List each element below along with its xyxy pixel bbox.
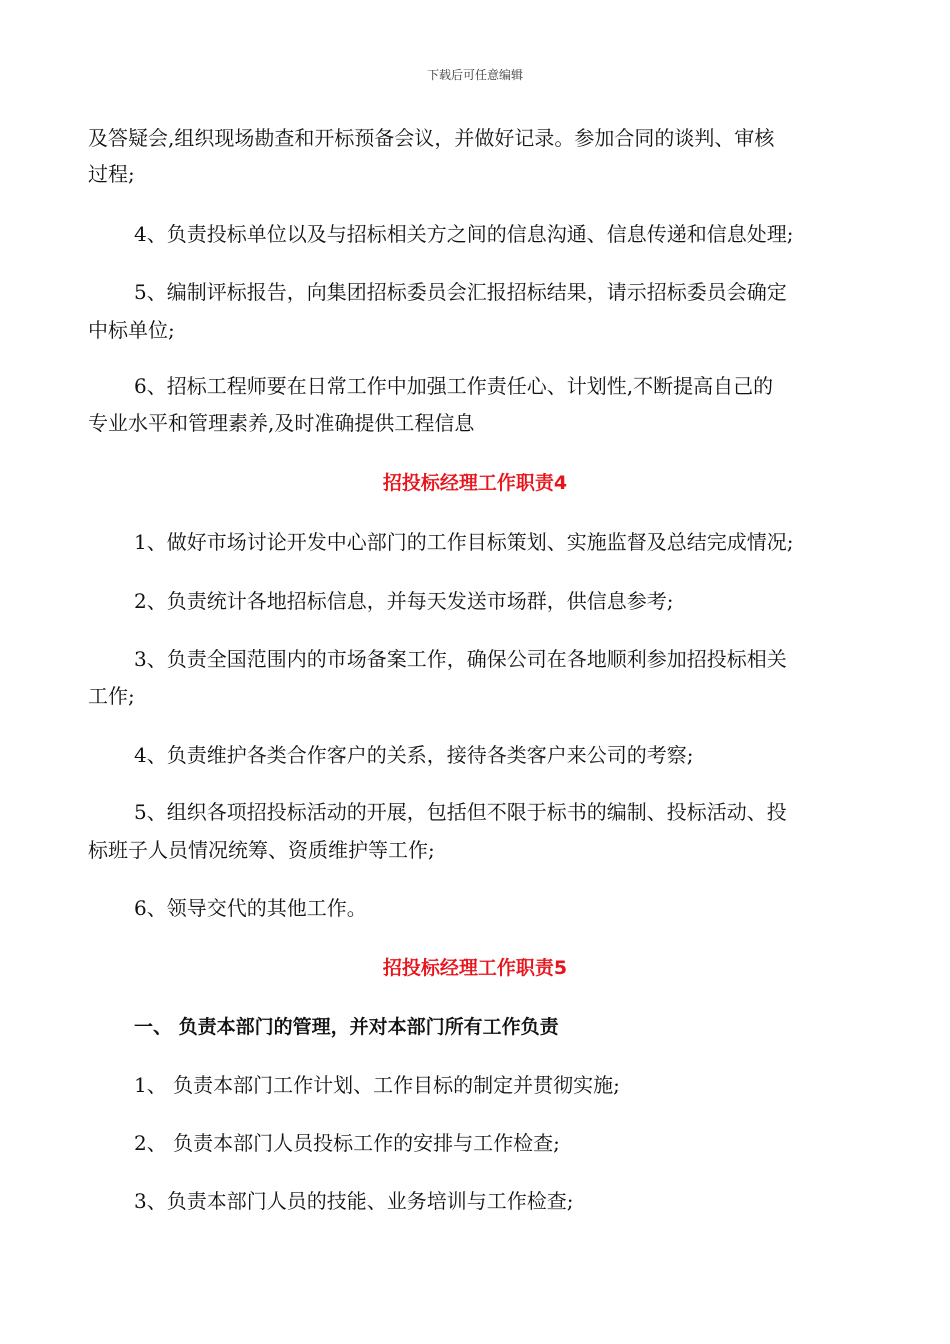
section-heading-4: 招投标经理工作职责4 xyxy=(382,472,568,494)
paragraph-line: 标班子人员情况统筹、资质维护等工作; xyxy=(88,838,435,862)
paragraph-line: 过程; xyxy=(88,162,135,186)
subsection-heading: 一、 负责本部门的管理，并对本部门所有工作负责 xyxy=(134,1016,559,1038)
list-item-2: 2、负责统计各地招标信息，并每天发送市场群，供信息参考; xyxy=(134,589,674,613)
list-item-6: 6、招标工程师要在日常工作中加强工作责任心、计划性,不断提高自己的 xyxy=(134,374,774,398)
list-item-3: 3、负责本部门人员的技能、业务培训与工作检查; xyxy=(134,1189,574,1213)
list-item-3: 3、负责全国范围内的市场备案工作，确保公司在各地顺利参加招投标相关 xyxy=(134,647,787,671)
list-item-4: 4、负责维护各类合作客户的关系，接待各类客户来公司的考察; xyxy=(134,743,694,767)
page-header: 下载后可任意编辑 xyxy=(426,68,523,82)
paragraph-line: 工作; xyxy=(88,684,135,708)
list-item-4: 4、负责投标单位以及与招标相关方之间的信息沟通、信息传递和信息处理; xyxy=(134,222,794,246)
list-item-1: 1、做好市场讨论开发中心部门的工作目标策划、实施监督及总结完成情况; xyxy=(134,530,794,554)
paragraph-line: 及答疑会,组织现场勘查和开标预备会议，并做好记录。参加合同的谈判、审核 xyxy=(88,126,775,150)
list-item-1: 1、 负责本部门工作计划、工作目标的制定并贯彻实施; xyxy=(134,1073,620,1097)
list-item-2: 2、 负责本部门人员投标工作的安排与工作检查; xyxy=(134,1131,560,1155)
paragraph-line: 专业水平和管理素养,及时准确提供工程信息 xyxy=(88,411,475,435)
paragraph-line: 中标单位; xyxy=(88,318,175,342)
section-heading-5: 招投标经理工作职责5 xyxy=(382,957,568,979)
list-item-6: 6、领导交代的其他工作。 xyxy=(134,896,367,920)
list-item-5: 5、组织各项招投标活动的开展，包括但不限于标书的编制、投标活动、投 xyxy=(134,800,787,824)
list-item-5: 5、编制评标报告，向集团招标委员会汇报招标结果，请示招标委员会确定 xyxy=(134,280,787,304)
